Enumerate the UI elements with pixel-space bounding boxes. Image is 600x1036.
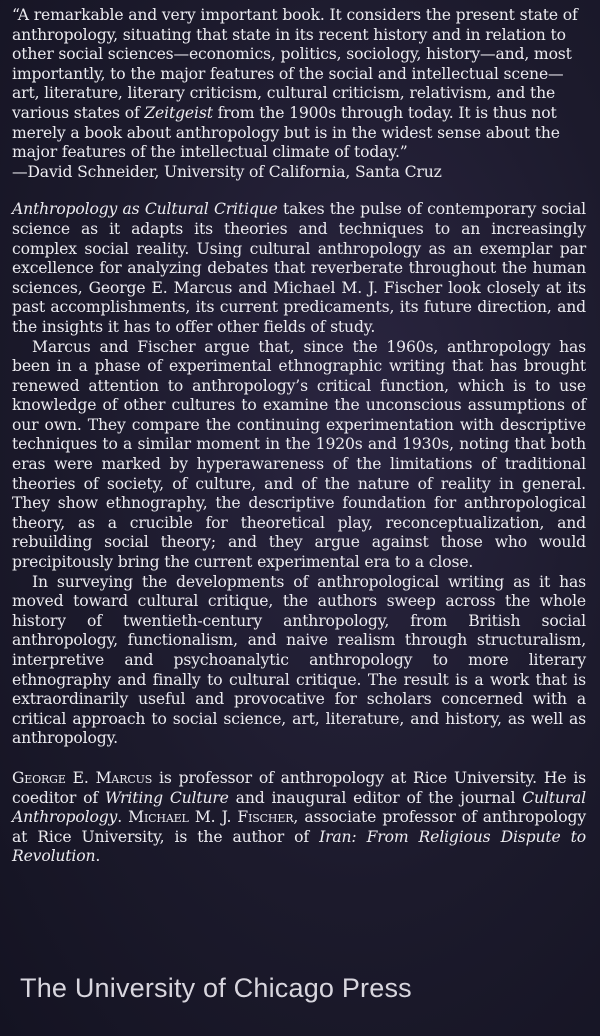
author-bio: George E. Marcus is professor of anthropology at Rice University. He is coeditor of Writing Culture and inaugural editor of the journal Cultural Anthropology. Michael M. J. Fischer, associate professor of anthropology at Rice University, is the author of Iran: From Religious Dispute to Revolution. [12, 768, 587, 866]
publisher-name: The University of Chicago Press [20, 973, 412, 1003]
blurb-attribution: —David Schneider, University of California, Santa Cruz [12, 162, 442, 181]
description-paragraph-2: Marcus and Fischer argue that, since the 1960s, anthropology has been in a phase of experimental ethnographic writing that has brought renewed attention to anthropology’s critical function, which is to use knowledge of other cultures to examine the unconscious assumptions of our own. They compare the continuing experimentation with descriptive techniques to a similar moment in the 1920s and 1930s, noting that both eras were marked by hyperawareness of the limitations of traditional theories of society, of culture, and of the nature of reality in general. They show ethnography, the descriptive foundation for anthropological theory, as a crucible for theoretical play, reconceptualization, and rebuilding social theory; and they argue against those who would precipitously bring the current experimental era to a close. [12, 337, 586, 572]
description-paragraph-3: In surveying the developments of anthropological writing as it has moved toward cultural critique, the authors sweep across the whole history of twentieth-century anthropology, from British social anthropology, functionalism, and naive realism through structuralism, interpretive and psychoanalytic anthropology to more literary ethnography and finally to cultural critique. The result is a work that is extraordinarily useful and provocative for scholars concerned with a critical approach to social science, art, literature, and history, as well as anthropology. [12, 572, 586, 748]
book-title: Anthropology as Cultural Critique [12, 200, 278, 219]
review-blurb: “A remarkable and very important book. It considers the present state of anthropology, situating that state in its recent history and in relation to other social sciences—economics, politics, sociology, history—and, most importantly, to the major features of the social and intellectual scene—art, literature, literary criticism, cultural criticism, relativism, and the various states of Zeitgeist from the 1900s through today. It is thus not merely a book about anthropology but is in the widest sense about the major features of the intellectual climate of today.” —David Schneider, University of California, Santa Cruz [12, 6, 586, 182]
description-paragraph-1: Anthropology as Cultural Critique takes the pulse of contemporary social science as it adapts its theories and techniques to an increasingly complex social reality. Using cultural anthropology as an exemplar par excellence for analyzing debates that reverberate throughout the human sciences, George E. Marcus and Michael M. J. Fischer look closely at its past accomplishments, its current predicaments, its future direction, and the insights it has to offer other fields of study. [12, 200, 586, 336]
